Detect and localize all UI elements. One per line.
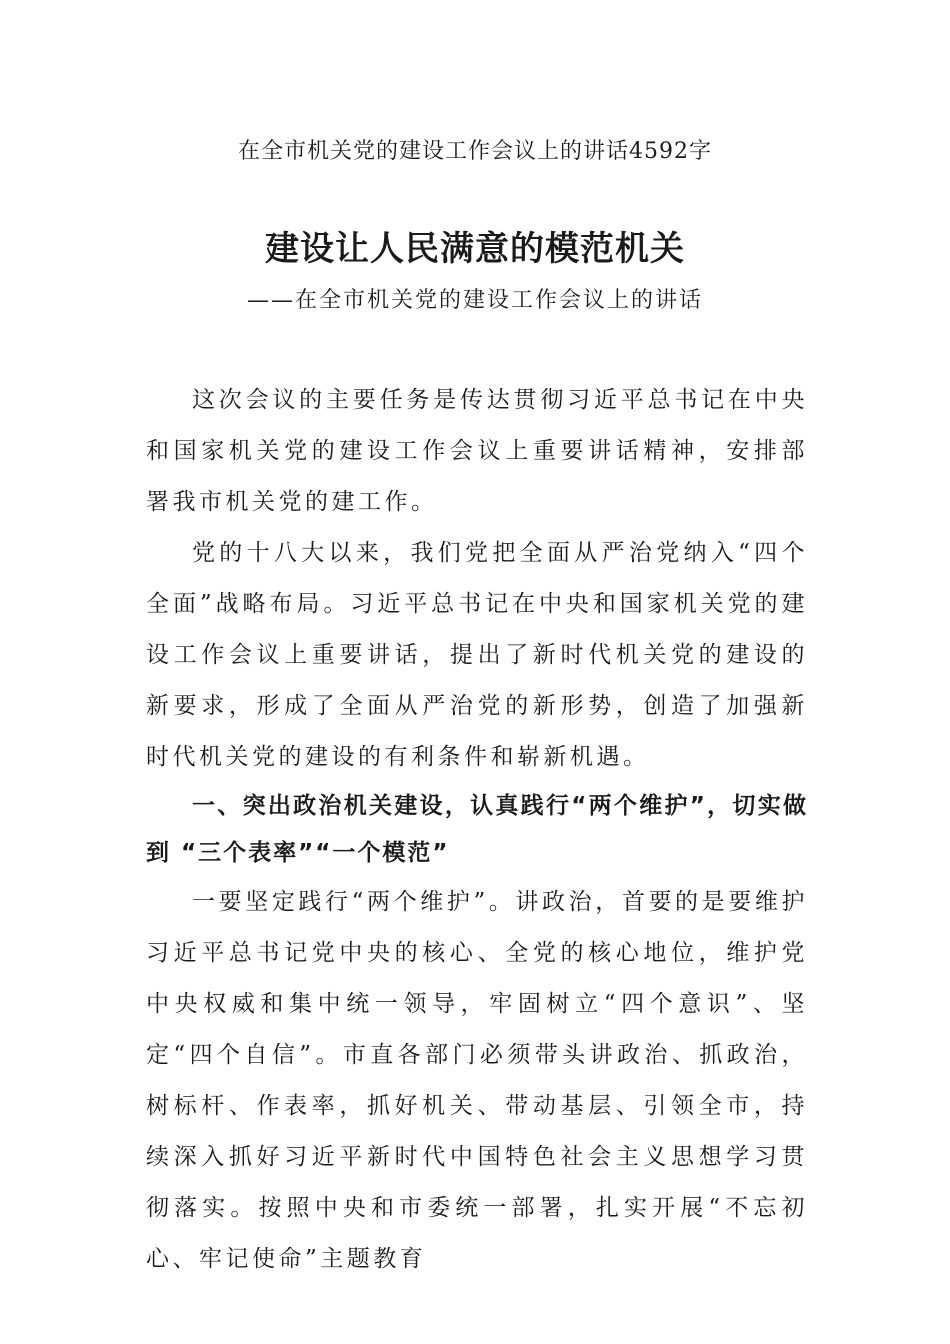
document-subtitle: ——在全市机关党的建设工作会议上的讲话 — [246, 288, 703, 313]
document-title: 建设让人民满意的模范机关 — [265, 229, 685, 269]
document-body — [146, 375, 808, 1285]
section-heading: 一、突出政治机关建设，认真践行“两个维护”，切实做到 “三个表率”“一个模范” — [146, 793, 808, 866]
section-paragraph: 一要坚定践行“两个维护”。讲政治，首要的是要维护习近平总书记党中央的核心、全党的核心地位，维护党中央权威和集中统一领导，牢固树立“四个意识”、坚定“四个自信”。市直各部门必须带头讲政治、抓政治，树标杆、作表率，抓好机关、带动基层、引领全市，持续深入抓好习近平新时代中国特色社会主义思想学习贯彻落实。按照中央和市委统一部署，扎实开展“不忘初心、牢记使命”主题教育 — [146, 889, 808, 1272]
file-heading: 在全市机关党的建设工作会议上的讲话4592字 — [238, 139, 712, 164]
body-paragraph: 党的十八大以来，我们党把全面从严治党纳入“四个全面”战略布局。习近平总书记在中央和国家机关党的建设工作会议上重要讲话，提出了新时代机关党的建设的新要求，形成了全面从严治党的新形势，创造了加强新时代机关党的建设的有利条件和崭新机遇。 — [146, 540, 808, 770]
body-paragraph: 这次会议的主要任务是传达贯彻习近平总书记在中央和国家机关党的建设工作会议上重要讲话精神，安排部署我市机关党的建工作。 — [146, 387, 808, 515]
